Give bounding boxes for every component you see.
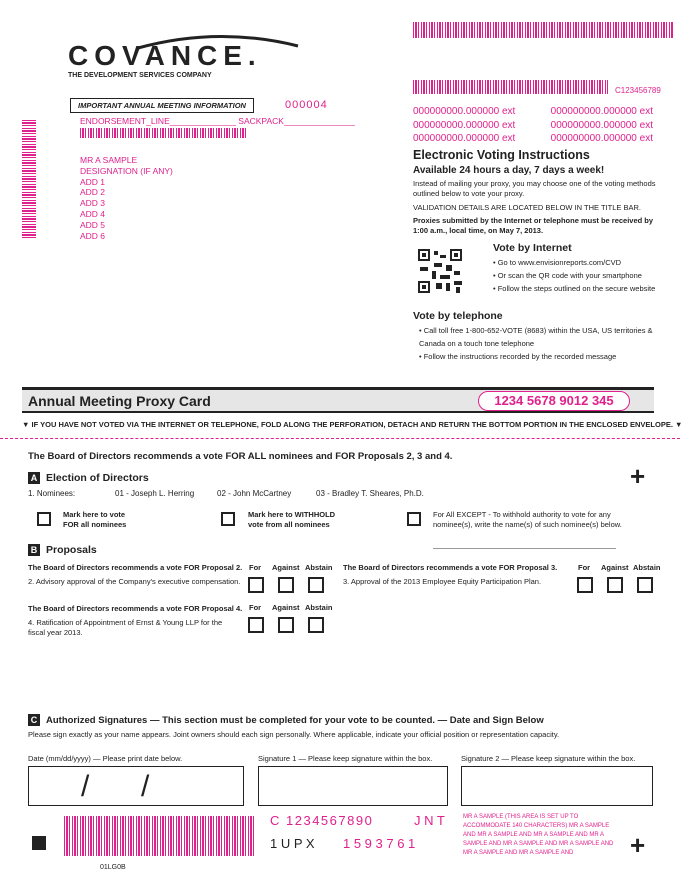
signature-instruction: Please sign exactly as your name appears. Joint owners should each sign personally. Where applicable, indicate your official position or representation capacity.: [28, 730, 560, 739]
withhold-all-label: Mark here to WITHHOLD vote from all nominees: [248, 510, 336, 529]
proposal-3-against[interactable]: [607, 577, 623, 593]
column-against: Against: [272, 603, 300, 612]
sample-name-block: MR A SAMPLE (THIS AREA IS SET UP TO ACCOMMODATE 140 CHARACTERS) MR A SAMPLE AND MR A SAMPLE AND MR A SAMPLE AND MR A SAMPLE AND MR A SAMPLE AND MR A SAMPLE AND MR A SAMPLE AND MR A SAMPLE AND: [463, 814, 614, 856]
side-barcode: [22, 120, 36, 240]
column-against: Against: [601, 563, 629, 572]
phone-title: Vote by telephone: [413, 310, 503, 322]
proxy-card-title: Annual Meeting Proxy Card: [28, 393, 211, 409]
section-letter: A: [28, 472, 40, 484]
code-value: 000000000.000000 ext: [413, 119, 516, 131]
date-field[interactable]: [28, 766, 244, 806]
date-separator: /: [141, 770, 150, 803]
internet-title: Vote by Internet: [493, 242, 572, 254]
code-value: 000000000.000000 ext: [550, 133, 653, 144]
signature-1-label: Signature 1 — Please keep signature within the box.: [258, 754, 433, 763]
signature-2-label: Signature 2 — Please keep signature within the box.: [461, 754, 636, 763]
signature-2-box[interactable]: [461, 766, 653, 806]
section-letter: B: [28, 544, 40, 556]
nominee: 02 - John McCartney: [217, 489, 292, 498]
column-against: Against: [272, 563, 300, 572]
internet-step: • Follow the steps outlined on the secure website: [493, 284, 656, 293]
plus-mark-icon: +: [630, 830, 646, 860]
footer-barcode: [64, 816, 254, 856]
important-box: IMPORTANT ANNUAL MEETING INFORMATION: [70, 98, 254, 113]
nominee: 03 - Bradley T. Sheares, Ph.D.: [316, 489, 424, 498]
control-code: C123456789: [615, 86, 661, 95]
endorsement-line: ENDORSEMENT_LINE______________ SACKPACK_______________: [80, 116, 355, 126]
proposal-4-for[interactable]: [248, 617, 264, 633]
section-a-header: [28, 472, 149, 484]
top-barcode: [413, 22, 673, 38]
date-separator: /: [81, 770, 90, 803]
footer-code-3: 1 U P X: [270, 836, 315, 851]
code-value: 000000000.000000 ext: [550, 119, 653, 131]
section-b-title: Proposals: [46, 544, 97, 556]
form-id: 01LG0B: [100, 864, 126, 871]
voting-intro: Instead of mailing your proxy, you may choose one of the voting methods outlined below to vote your proxy.: [413, 179, 656, 198]
proposal-4-abstain[interactable]: [308, 617, 324, 633]
validation-note: VALIDATION DETAILS ARE LOCATED BELOW IN THE TITLE BAR.: [413, 203, 641, 212]
sequence-number: 000004: [285, 99, 328, 111]
proposal-4-text: 4. Ratification of Appointment of Ernst & Young LLP for the fiscal year 2013.: [28, 618, 223, 637]
column-abstain: Abstain: [305, 563, 333, 572]
voting-instructions: [413, 148, 658, 236]
address-line: ADD 1: [80, 176, 106, 187]
phone-voting: [413, 310, 663, 363]
for-all-except-label: For All EXCEPT - To withhold authority to vote for any nominee(s), write the name(s) of such nominee(s) below.: [433, 510, 622, 529]
fold-notice-text: IF YOU HAVE NOT VOTED VIA THE INTERNET OR TELEPHONE, FOLD ALONG THE PERFORATION, DETACH AND RETURN THE BOTTOM PORTION IN THE ENCLOSED ENVELOPE.: [31, 420, 673, 429]
address-block: [80, 155, 173, 241]
for-all-except-checkbox[interactable]: [407, 512, 421, 526]
company-logo: [68, 40, 262, 79]
registration-mark: [32, 836, 46, 850]
address-line: DESIGNATION (IF ANY): [80, 165, 173, 176]
except-write-in-line[interactable]: [433, 548, 616, 549]
voting-title: Electronic Voting Instructions: [413, 148, 590, 162]
internet-step: • Or scan the QR code with your smartphone: [493, 271, 642, 280]
address-line: ADD 2: [80, 187, 106, 198]
address-line: ADD 3: [80, 198, 106, 209]
logo-text: COVANCE.: [68, 40, 262, 71]
card-number: 1234 5678 9012 345: [478, 391, 630, 411]
footer-code-2: J N T: [414, 813, 445, 828]
proposal-3-text: 3. Approval of the 2013 Employee Equity Participation Plan.: [343, 577, 542, 586]
deadline-note: Proxies submitted by the Internet or telephone must be received by 1:00 a.m., local time, on May 7, 2013.: [413, 216, 654, 235]
board-recommendation: The Board of Directors recommends a vote FOR ALL nominees and FOR Proposals 2, 3 and 4.: [28, 451, 453, 462]
down-arrow-icon: ▼: [672, 420, 682, 429]
control-barcode: [413, 80, 608, 94]
codes-grid: [413, 105, 653, 146]
proposal-2-abstain[interactable]: [308, 577, 324, 593]
postal-barcode: [80, 128, 248, 138]
voting-subtitle: Available 24 hours a day, 7 days a week!: [413, 165, 605, 176]
fold-notice: [22, 420, 682, 429]
phone-step: • Follow the instructions recorded by the recorded message: [419, 352, 617, 361]
footer-code-4: 1 5 9 3 7 6 1: [343, 836, 416, 851]
code-value: 000000000.000000 ext: [413, 133, 516, 144]
logo-swoosh-icon: [128, 32, 308, 52]
column-abstain: Abstain: [305, 603, 333, 612]
column-for: For: [249, 603, 262, 612]
address-line: ADD 6: [80, 230, 106, 241]
proxy-title-bar: [22, 387, 654, 413]
section-letter: C: [28, 714, 40, 726]
signature-1-box[interactable]: [258, 766, 448, 806]
proposal-4-recommendation: The Board of Directors recommends a vote FOR Proposal 4.: [28, 604, 243, 613]
vote-for-all-label: Mark here to vote FOR all nominees: [63, 510, 127, 529]
proposal-4-against[interactable]: [278, 617, 294, 633]
column-abstain: Abstain: [633, 563, 661, 572]
address-line: ADD 4: [80, 208, 106, 219]
nominee: 01 - Joseph L. Herring: [115, 489, 195, 498]
internet-step: • Go to www.envisionreports.com/CVD: [493, 258, 622, 267]
proposal-3-recommendation: The Board of Directors recommends a vote FOR Proposal 3.: [343, 563, 558, 572]
column-for: For: [249, 563, 262, 572]
column-for: For: [578, 563, 591, 572]
proposal-2-against[interactable]: [278, 577, 294, 593]
proposal-3-abstain[interactable]: [637, 577, 653, 593]
footer-code-1: C 1234567890: [270, 813, 374, 828]
code-value: 000000000.000000 ext: [413, 106, 516, 117]
internet-voting: [493, 242, 668, 293]
section-c-header: [28, 714, 544, 726]
withhold-all-checkbox[interactable]: [221, 512, 235, 526]
vote-for-all-checkbox[interactable]: [37, 512, 51, 526]
section-c-title: Authorized Signatures — This section must be completed for your vote to be counted. — Date and Sign Below: [46, 714, 544, 726]
address-line: ADD 5: [80, 219, 106, 230]
address-line: MR A SAMPLE: [80, 155, 138, 165]
section-b-header: [28, 544, 97, 556]
phone-step: • Call toll free 1-800-652-VOTE (8683) within the USA, US territories & Canada on a touch tone telephone: [419, 326, 653, 348]
down-arrow-icon: ▼: [22, 420, 32, 429]
proposal-3-for[interactable]: [577, 577, 593, 593]
nominees-label: 1. Nominees:: [28, 489, 76, 498]
section-a-title: Election of Directors: [46, 472, 149, 484]
proposal-2-for[interactable]: [248, 577, 264, 593]
code-value: 000000000.000000 ext: [550, 106, 653, 117]
date-label: Date (mm/dd/yyyy) — Please print date below.: [28, 754, 183, 763]
qr-code-icon: [416, 247, 464, 295]
plus-mark-icon: +: [630, 461, 646, 491]
proposal-2-text: 2. Advisory approval of the Company's executive compensation.: [28, 577, 241, 586]
logo-tagline: THE DEVELOPMENT SERVICES COMPANY: [68, 72, 212, 79]
proposal-2-recommendation: The Board of Directors recommends a vote FOR Proposal 2.: [28, 563, 243, 572]
perforation-line: [0, 438, 680, 439]
